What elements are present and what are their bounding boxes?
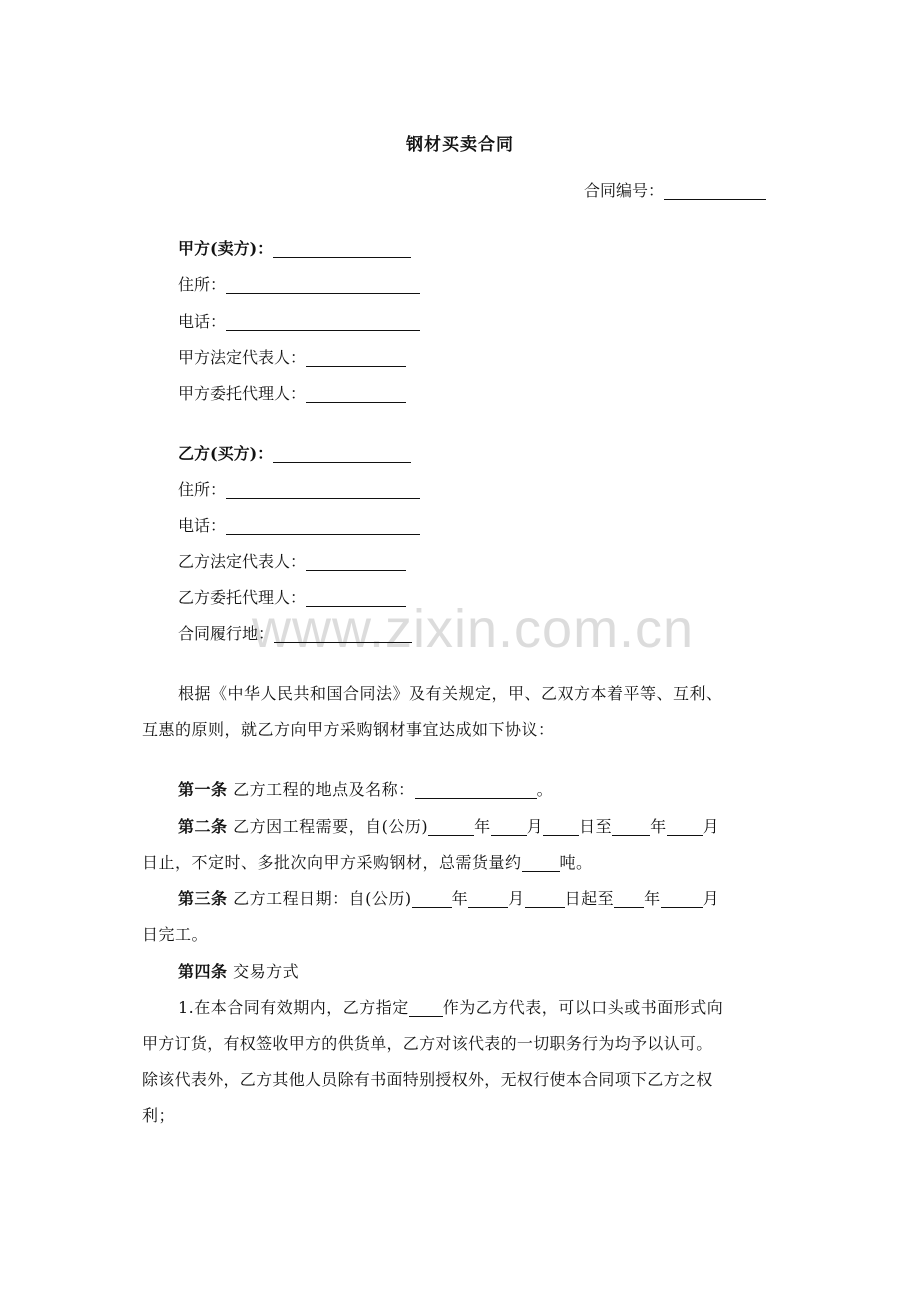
article-2-text: 乙方因工程需要，自(公历) [233,817,429,836]
party-b-heading-field [178,441,411,464]
watermark: www.zixin.com.cn [252,599,695,659]
party-b-phone-label: 电话： [178,516,227,535]
party-a-agent-label: 甲方委托代理人： [178,384,307,403]
article-3-year-blank [412,889,452,908]
party-b-legal-rep-blank [306,552,406,571]
party-a-address-label: 住所： [178,275,227,294]
party-a-address-blank [226,275,420,294]
article-1 [178,777,553,800]
party-b-legal-rep-field [178,549,406,572]
article-3-month-label: 月 [508,889,525,908]
contract-number-label: 合同编号： [584,181,665,200]
party-b-phone-blank [226,516,420,535]
article-1-text: 乙方工程的地点及名称： [233,780,415,799]
article-4-item-1-line-3: 除该代表外，乙方其他人员除有书面特别授权外，无权行使本合同项下乙方之权 [142,1070,713,1089]
preamble-line-1: 根据《中华人民共和国合同法》及有关规定，甲、乙双方本着平等、互利、 [178,684,723,703]
article-2-year2-blank [612,817,650,836]
party-b-phone-field [178,513,420,536]
article-4-text: 交易方式 [233,962,300,981]
article-4-item-1-text-b: 作为乙方代表，可以口头或书面形式向 [442,998,724,1017]
party-b-address-field [178,477,420,500]
party-a-heading: 甲方(卖方)： [178,239,274,258]
document-title: 钢材买卖合同 [406,135,514,155]
article-2-line-2-text: 日止，不定时、多批次向甲方采购钢材，总需货量约 [142,853,522,872]
party-a-phone-field [178,309,420,332]
party-b-agent-field [178,585,406,608]
contract-number-field [584,178,766,201]
article-2-day-blank [543,817,579,836]
article-2-heading: 第二条 [178,817,228,836]
preamble-line-2: 互惠的原则，就乙方向甲方采购钢材事宜达成如下协议： [142,720,555,739]
article-2-month2-blank [667,817,703,836]
party-a-heading-field [178,236,411,259]
article-3-month2-blank [661,889,703,908]
party-b-agent-blank [306,588,406,607]
article-3-text: 乙方工程日期：自(公历) [233,889,412,908]
party-a-legal-rep-field [178,345,406,368]
article-2-quantity-unit: 吨。 [559,853,593,872]
article-4-heading: 第四条 [178,962,228,981]
article-2-year-blank [428,817,474,836]
article-2-line-1 [178,814,719,837]
article-4-heading-line [178,959,299,982]
performance-place-field [178,621,412,644]
article-3-month2-label: 月 [702,889,720,908]
article-3-day-blank [525,889,565,908]
article-2-month-blank [491,817,527,836]
party-a-address-field [178,272,420,295]
party-b-address-blank [226,480,420,499]
article-4-item-1-line-1 [178,995,723,1018]
article-4-item-1-line-2: 甲方订货，有权签收甲方的供货单，乙方对该代表的一切职务行为均予以认可。 [142,1034,713,1053]
article-3-year-label: 年 [451,889,469,908]
party-a-name-blank [273,239,411,258]
party-b-address-label: 住所： [178,480,227,499]
article-2-line-2 [142,850,593,873]
party-a-phone-label: 电话： [178,312,227,331]
party-a-legal-rep-label: 甲方法定代表人： [178,348,307,367]
article-3-day-from-label: 日起至 [564,889,615,908]
party-b-agent-label: 乙方委托代理人： [178,588,307,607]
article-2-day-to-label: 日至 [579,817,613,836]
article-3-year2-blank [614,889,644,908]
article-1-heading: 第一条 [178,780,228,799]
article-2-month-label: 月 [526,817,544,836]
performance-place-label: 合同履行地： [178,624,275,643]
party-a-phone-blank [226,312,420,331]
article-1-blank [415,780,537,799]
article-3-line-2: 日完工。 [142,925,209,944]
performance-place-blank [274,624,412,643]
article-1-end: 。 [536,780,554,799]
article-4-item-1-line-4: 利； [142,1106,176,1125]
party-a-agent-field [178,381,406,404]
article-4-item-1-text-a: 1.在本合同有效期内，乙方指定 [178,998,409,1017]
article-3-month-blank [468,889,508,908]
article-2-year-label: 年 [474,817,491,836]
contract-number-blank [664,181,766,200]
article-2-year2-label: 年 [650,817,667,836]
party-b-legal-rep-label: 乙方法定代表人： [178,552,307,571]
article-2-month2-label: 月 [702,817,720,836]
party-b-heading: 乙方(买方)： [178,444,274,463]
article-3-line-1 [178,886,719,909]
party-a-agent-blank [306,384,406,403]
party-b-name-blank [273,444,411,463]
article-3-heading: 第三条 [178,889,228,908]
party-a-legal-rep-blank [306,348,406,367]
article-2-quantity-blank [522,853,560,872]
article-4-representative-blank [409,998,443,1017]
article-3-year2-label: 年 [644,889,661,908]
